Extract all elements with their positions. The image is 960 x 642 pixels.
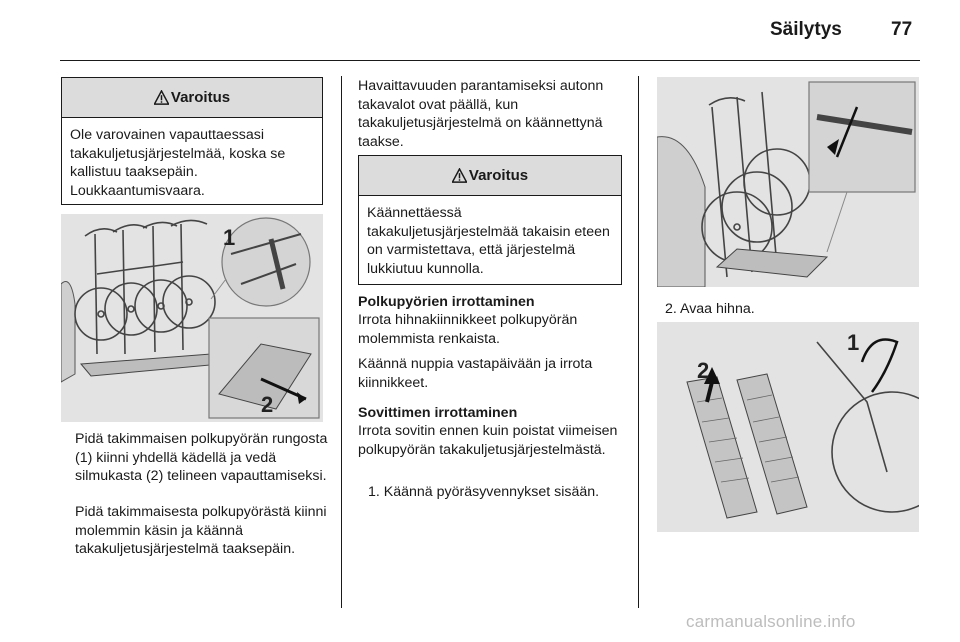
callout-1: 1 — [223, 225, 236, 250]
watermark: carmanualsonline.info — [686, 612, 856, 631]
heading-remove-adapter: Sovittimen irrottaminen — [358, 405, 518, 421]
left-paragraph-1: Pidä takimmaisen polkupyörän rungosta (1) kiinni yhdellä kädellä ja vedä silmukasta (2) telineen vapauttamiseksi. — [75, 431, 328, 484]
heading-remove-bikes: Polkupyörien irrottaminen — [358, 294, 535, 310]
page-header — [0, 0, 960, 62]
intro-paragraph: Havaittavuuden parantamiseksi autonn takavalot ovat päällä, kun takakuljetusjärjestelmä on käännettynä taakse. — [358, 78, 604, 150]
figure-carrier-tilted — [657, 77, 919, 287]
middle-paragraph-2: Käännä nuppia vastapäivään ja irrota kiinnikkeet. — [358, 356, 593, 391]
section-title: Säilytys — [770, 19, 842, 40]
middle-paragraph-3: Irrota sovitin ennen kuin poistat viimeisen polkupyörän takakuljetusjärjestelmästä. — [358, 423, 618, 458]
column-divider-right — [638, 76, 639, 608]
warning-triangle-icon — [154, 90, 169, 105]
warning-triangle-icon — [452, 168, 467, 183]
warning-header — [62, 78, 322, 118]
warning-title: Varoitus — [468, 167, 529, 184]
warning-body: Käännettäessä takakuljetusjärjestelmää takaisin eteen on varmistettava, että järjestelmä lukkiutuu kunnolla. — [367, 205, 610, 277]
carrier-tilted-illustration — [657, 77, 919, 287]
middle-paragraph-1: Irrota hihnakiinnikkeet polkupyörän molemmista renkaista. — [358, 312, 578, 347]
step-1: 1. Käännä pyöräsyvennykset sisään. — [368, 484, 600, 500]
figure-adapter-strap — [657, 322, 919, 532]
callout-1: 1 — [847, 330, 860, 355]
warning-box-2 — [358, 155, 622, 285]
warning-title: Varoitus — [170, 89, 231, 106]
adapter-strap-illustration — [657, 322, 919, 532]
callout-2: 2 — [697, 358, 710, 383]
bike-carrier-illustration — [61, 214, 323, 422]
figure-bike-carrier — [61, 214, 323, 422]
column-divider-left — [341, 76, 342, 608]
callout-2: 2 — [261, 392, 274, 417]
step-2: 2. Avaa hihna. — [665, 301, 755, 317]
warning-body: Ole varovainen vapauttaessasi takakuljetusjärjestelmää, koska se kallistuu taaksepäin. Loukkaantumisvaara. — [70, 127, 286, 199]
warning-header — [359, 156, 621, 196]
header-rule — [60, 60, 920, 61]
left-paragraph-2: Pidä takimmaisesta polkupyörästä kiinni molemmin käsin ja käännä takakuljetusjärjestelmä taaksepäin. — [75, 504, 327, 557]
warning-box-1 — [61, 77, 323, 205]
page-number: 77 — [891, 19, 913, 40]
